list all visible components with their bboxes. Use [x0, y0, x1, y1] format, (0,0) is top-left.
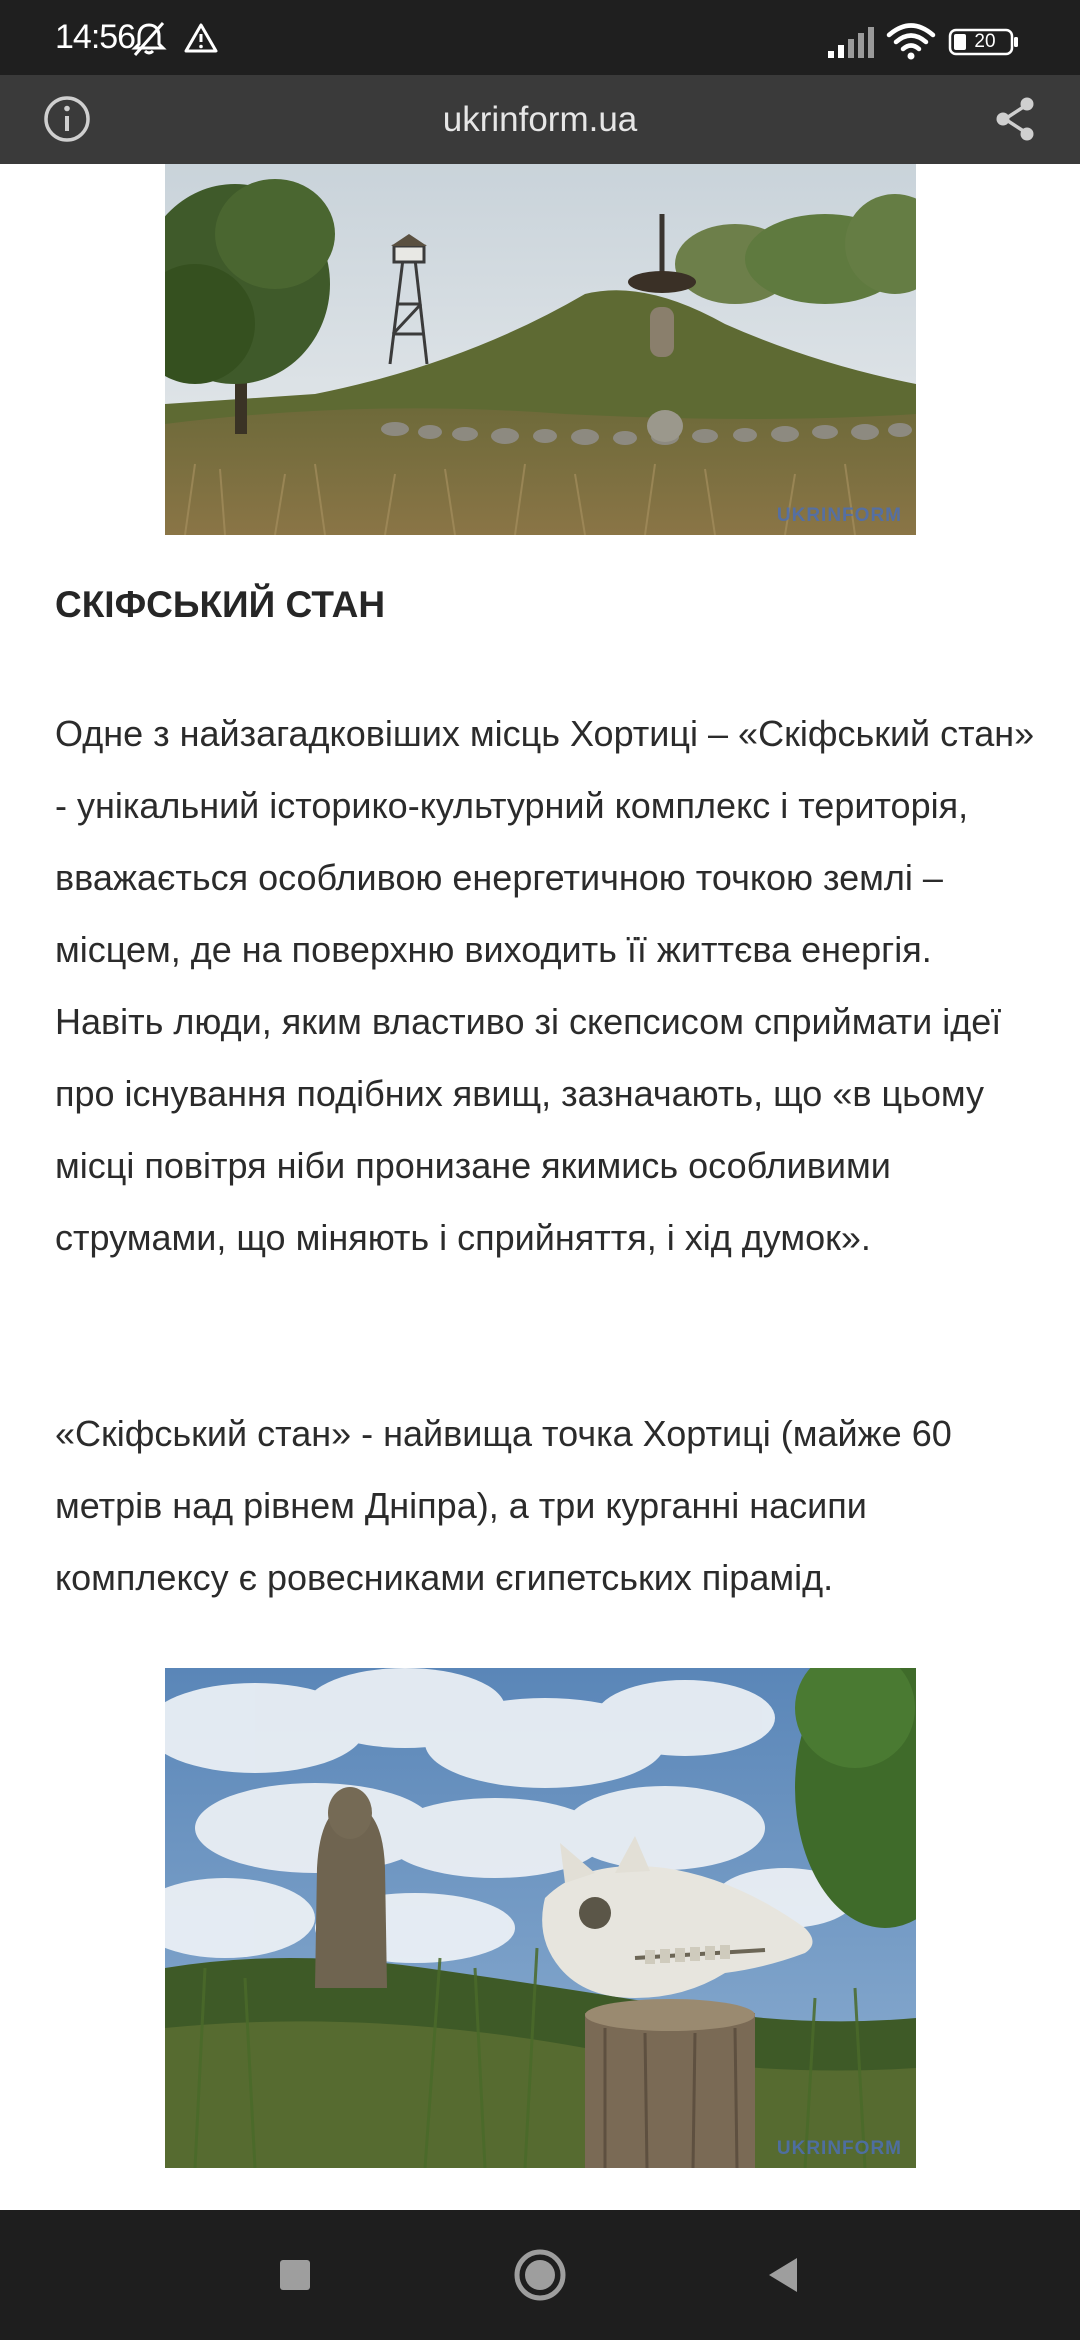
- wifi-icon: [886, 22, 936, 65]
- article-paragraph-1: Одне з найзагадковіших місць Хортиці – «Скіфський стан» - унікальний історико-культурний комплекс і територія, вважається особливою енергетичною точкою землі – місцем, де на поверхню виходить її життєва енергія. Навіть люди, яким властиво зі скепсисом сприймати ідеї про існування подібних явищ, зазначають, що «в цьому місці повітря ніби пронизане якимись особливими струмами, що міняють і сприйняття, і хід думок».: [55, 713, 1035, 1258]
- status-time: 14:56: [55, 18, 136, 56]
- warning-icon: [184, 22, 218, 59]
- section-heading: СКІФСЬКИЙ СТАН: [55, 584, 386, 625]
- browser-url-bar: [0, 75, 1080, 164]
- home-button[interactable]: [510, 2245, 570, 2305]
- back-button[interactable]: [755, 2245, 815, 2305]
- article-paragraph-2: «Скіфський стан» - найвища точка Хортиці (майже 60 метрів над рівнем Дніпра), а три курганні насипи комплексу є ровесниками єгипетських пірамід.: [55, 1413, 952, 1598]
- article-photo-kurgan[interactable]: [165, 164, 916, 535]
- photo-watermark: UKRINFORM: [776, 2138, 902, 2159]
- battery-icon: [948, 28, 1020, 56]
- system-nav-bar: [0, 2210, 1080, 2340]
- status-bar: [0, 0, 1080, 75]
- recents-button[interactable]: [265, 2245, 325, 2305]
- article-photo-skull[interactable]: [165, 1668, 916, 2168]
- url-text[interactable]: ukrinform.ua: [442, 100, 638, 139]
- article-content[interactable]: [0, 164, 1080, 2210]
- battery-level: 20: [974, 31, 996, 52]
- photo-watermark: UKRINFORM: [776, 505, 902, 526]
- share-icon[interactable]: [985, 89, 1045, 149]
- mute-icon: [130, 20, 168, 63]
- signal-icon: [826, 24, 876, 65]
